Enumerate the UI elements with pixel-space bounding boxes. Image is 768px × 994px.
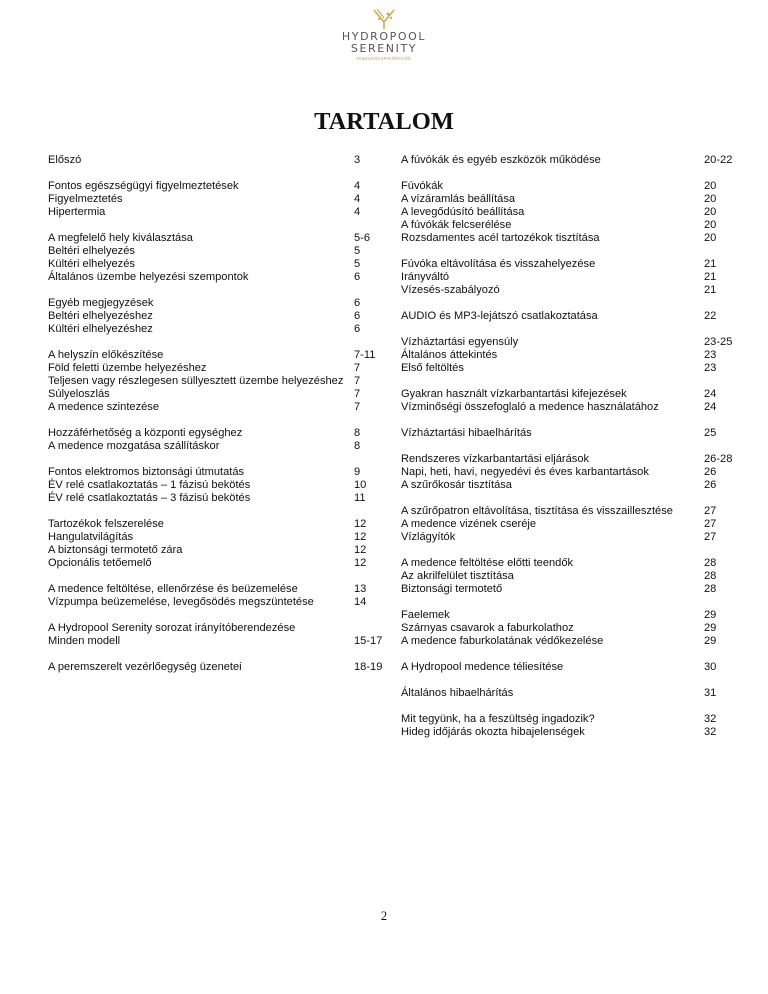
toc-entry-title: A szűrőkosár tisztítása [401,479,512,491]
toc-entry-page: 21 [704,271,717,283]
toc-group [401,427,738,440]
toc-entry-page: 20 [704,193,717,205]
toc-entry-title: Kültéri elhelyezés [48,258,135,270]
toc-entry-page: 29 [704,609,717,621]
toc-group-titles [401,661,704,674]
toc-entry-page: 14 [354,596,367,608]
toc-entry-title: Vízháztartási hibaelhárítás [401,427,532,439]
toc-entry-page: 24 [704,401,717,413]
toc-entry-title: AUDIO és MP3-lejátszó csatlakoztatása [401,310,598,322]
toc-entry-page: 29 [704,635,717,647]
toc-entry-title: Figyelmeztetés [48,193,123,205]
toc-entry-title: Vízpumpa beüzemelése, levegősödés megszüntetése [48,596,314,608]
toc-entry-page: 28 [704,557,717,569]
toc-group-pages [704,310,738,323]
toc-entry-page: 24 [704,388,717,400]
page-number: 2 [380,909,388,923]
toc-group [401,609,738,648]
toc-group [48,297,384,336]
toc-entry-page: 7 [354,388,361,400]
toc-entry-title: Általános áttekintés [401,349,498,361]
toc-group-pages [704,180,738,245]
toc-group-titles [48,466,352,505]
toc-entry-page: 31 [704,687,717,699]
toc-entry-title: Tartozékok felszerelése [48,518,164,530]
toc-entry-page: 27 [704,518,717,530]
toc-entry-page: 7 [354,401,361,413]
toc-entry-page: 5 [354,258,361,270]
toc-entry-page: 3 [354,154,361,166]
toc-entry-page: 20 [704,219,717,231]
toc-entry-page: 21 [704,258,717,270]
toc-entry-title: Föld feletti üzembe helyezéshez [48,362,207,374]
toc-entry-page: 23-25 [704,336,733,348]
toc-group-titles [48,154,352,167]
toc-entry-page: 5-6 [354,232,371,244]
toc-entry-title: A vízáramlás beállítása [401,193,516,205]
toc-group-titles [401,609,704,648]
toc-entry-page: 15-17 [354,635,383,647]
toc-entry-page: 22 [704,310,717,322]
toc-group-pages [704,154,738,167]
toc-entry-page: 6 [354,271,361,283]
brand-name-line2: SERENITY [350,42,418,55]
toc-entry-page: 5 [354,245,361,257]
toc-entry-page: 20 [704,206,717,218]
toc-entry-title: Biztonsági termotető [401,583,503,595]
toc-group-titles [401,180,704,245]
toc-entry-page: 30 [704,661,717,673]
toc-entry-title: Hozzáférhetőség a központi egységhez [48,427,243,439]
toc-entry-title: Beltéri elhelyezéshez [48,310,153,322]
toc-entry-title: Kültéri elhelyezéshez [48,323,153,335]
toc-group-pages [704,687,738,700]
toc-group-titles [401,258,704,297]
toc-group-titles [401,388,704,414]
toc-entry-page: 12 [354,518,367,530]
toc-group-pages [352,349,384,414]
toc-entry-page: 4 [354,193,361,205]
toc-entry-page: 23 [704,349,717,361]
toc-group-titles [401,310,704,323]
toc-group [401,180,738,245]
toc-entry-page: 20-22 [704,154,733,166]
toc-entry-title: Az akrilfelület tisztítása [401,570,514,582]
toc-group-titles [48,232,352,284]
toc-group-titles [48,661,352,674]
toc-entry-page: 7-11 [354,349,376,361]
toc-entry-page: 26 [704,479,717,491]
toc-entry-page: 6 [354,323,361,335]
toc-entry-page: 9 [354,466,361,478]
toc-group-titles [401,336,704,375]
toc-entry-page: 27 [704,505,717,517]
toc-entry-page: 10 [354,479,367,491]
toc-entry-title: Hideg időjárás okozta hibajelenségek [401,726,585,738]
toc-entry-title: A fúvókák és egyéb eszközök működése [401,154,601,166]
toc-entry-page: 6 [354,310,361,322]
toc-entry-title: Súlyeloszlás [48,388,110,400]
toc-group [401,388,738,414]
toc-entry-page: 20 [704,232,717,244]
toc-group-pages [704,453,738,492]
toc-group [401,258,738,297]
toc-group-titles [48,427,352,453]
toc-entry-title: A medence faburkolatának védőkezelése [401,635,604,647]
toc-entry-page: 12 [354,531,367,543]
toc-entry-title: A fúvókák felcserélése [401,219,512,231]
toc-group-titles [48,297,352,336]
toc-entry-title: Opcionális tetőemelő [48,557,152,569]
toc-entry-page: 12 [354,557,367,569]
toc-entry-title: Első feltöltés [401,362,464,374]
toc-group-pages [704,258,738,297]
toc-entry-page [354,622,384,635]
brand-name-line1: HYDROPOOL [341,30,427,43]
toc-entry-title: Vízesés-szabályozó [401,284,500,296]
toc-group [48,349,384,414]
toc-entry-page: 29 [704,622,717,634]
toc-entry-title: Előszó [48,154,82,166]
toc-group-pages [704,505,738,544]
toc-entry-title: Általános hibaelhárítás [401,687,514,699]
toc-group-titles [401,505,704,544]
toc-right-column [401,154,738,752]
toc-entry-title: Általános üzembe helyezési szempontok [48,271,249,283]
toc-entry-page: 32 [704,726,717,738]
toc-entry-page: 28 [704,583,717,595]
toc-group [48,232,384,284]
toc-group-pages [352,232,384,284]
toc-entry-page: 7 [354,375,361,387]
toc-group [401,336,738,375]
toc-entry-title: A biztonsági termotető zára [48,544,183,556]
toc-group-pages [352,518,384,570]
toc-group [48,583,384,609]
hydropool-logo-icon [371,8,397,30]
toc-group-pages [352,466,384,505]
brand-tagline: masszázsmedencék [356,56,412,62]
toc-entry-title: Minden modell [48,635,121,647]
toc-entry-title: ÉV relé csatlakoztatás – 3 fázisú bekötés [48,492,251,504]
toc-group [48,622,384,648]
toc-group-pages [352,583,384,609]
toc-group [401,713,738,739]
toc-entry-page: 7 [354,362,361,374]
toc-group-titles [401,687,704,700]
toc-entry-title: A helyszín előkészítése [48,349,164,361]
toc-group-pages [704,427,738,440]
toc-entry-title: Mit tegyünk, ha a feszültség ingadozik? [401,713,595,725]
toc-group [401,687,738,700]
toc-entry-title: A medence feltöltése, ellenőrzése és beüzemelése [48,583,298,595]
toc-entry-page: 18-19 [354,661,383,673]
toc-entry-title: Faelemek [401,609,450,621]
toc-entry-title: A szűrőpatron eltávolítása, tisztítása és visszaillesztése [401,505,673,517]
toc-group [401,154,738,167]
toc-entry-title: A medence mozgatása szállításkor [48,440,220,452]
page-title: TARTALOM [314,108,454,135]
toc-entry-title: Egyéb megjegyzések [48,297,154,309]
toc-entry-page: 28 [704,570,717,582]
toc-group-pages [704,388,738,414]
toc-entry-page: 26 [704,466,717,478]
toc-entry-page: 13 [354,583,367,595]
toc-entry-title: Teljesen vagy részlegesen süllyesztett üzembe helyezéshez [48,375,344,387]
toc-entry-page: 26-28 [704,453,733,465]
toc-group-pages [352,427,384,453]
toc-entry-page: 21 [704,284,717,296]
toc-group-titles [401,154,704,167]
toc-entry-page: 25 [704,427,717,439]
toc-group-pages [352,622,384,648]
toc-entry-page: 32 [704,713,717,725]
toc-group [48,180,384,219]
toc-entry-title: Szárnyas csavarok a faburkolathoz [401,622,574,634]
toc-entry-title: Hangulatvilágítás [48,531,134,543]
toc-entry-page: 23 [704,362,717,374]
toc-entry-page: 20 [704,180,717,192]
toc-group-titles [48,518,352,570]
toc-group-pages [352,154,384,167]
toc-entry-title: Rozsdamentes acél tartozékok tisztítása [401,232,600,244]
toc-entry-title: Gyakran használt vízkarbantartási kifejezések [401,388,627,400]
toc-entry-title: A peremszerelt vezérlőegység üzenetei [48,661,242,673]
toc-entry-title: Vízminőségi összefoglaló a medence használatához [401,401,659,413]
toc-group-pages [704,609,738,648]
toc-entry-page: 8 [354,440,361,452]
toc-entry-title: Fontos egészségügyi figyelmeztetések [48,180,239,192]
toc-entry-title: Fúvókák [401,180,443,192]
toc-group [401,661,738,674]
toc-entry-title: Vízlágyítók [401,531,456,543]
toc-group-titles [401,453,704,492]
toc-group [48,518,384,570]
toc-group-titles [48,180,352,219]
toc-entry-page: 12 [354,544,367,556]
toc-entry-title: Beltéri elhelyezés [48,245,135,257]
toc-group [48,427,384,453]
toc-entry-page: 27 [704,531,717,543]
toc-group [48,466,384,505]
toc-group-titles [48,349,352,414]
toc-group-titles [401,427,704,440]
toc-group-titles [401,557,704,596]
toc-group-titles [48,583,352,609]
toc-group [48,154,384,167]
toc-entry-title: A Hydropool Serenity sorozat irányítóberendezése [48,622,296,634]
toc-group-titles [48,622,352,648]
toc-entry-title: Fontos elektromos biztonsági útmutatás [48,466,245,478]
toc-entry-title: Hipertermia [48,206,106,218]
toc-entry-title: A medence vizének cseréje [401,518,537,530]
toc-entry-page: 4 [354,180,361,192]
toc-entry-page: 4 [354,206,361,218]
toc-entry-title: A medence feltöltése előtti teendők [401,557,574,569]
toc-entry-page: 8 [354,427,361,439]
toc-entry-page: 11 [354,492,366,504]
toc-entry-title: A medence szintezése [48,401,160,413]
toc-entry-title: A Hydropool medence téliesítése [401,661,564,673]
toc-group-pages [704,661,738,674]
toc-group-pages [704,713,738,739]
toc-entry-title: A megfelelő hely kiválasztása [48,232,193,244]
toc-group-pages [352,661,384,674]
toc-group-titles [401,713,704,739]
toc-group [401,310,738,323]
toc-group-pages [704,336,738,375]
toc-group [401,453,738,492]
toc-entry-title: Vízháztartási egyensúly [401,336,519,348]
toc-group [401,505,738,544]
toc-group [48,661,384,674]
toc-entry-title: ÉV relé csatlakoztatás – 1 fázisú bekötés [48,479,251,491]
toc-left-column [48,154,384,687]
toc-group-pages [352,180,384,219]
toc-entry-title: A levegődúsító beállítása [401,206,525,218]
toc-group-pages [704,557,738,596]
toc-group-pages [352,297,384,336]
toc-group [401,557,738,596]
toc-entry-title: Rendszeres vízkarbantartási eljárások [401,453,590,465]
toc-entry-page: 6 [354,297,361,309]
toc-entry-title: Fúvóka eltávolítása és visszahelyezése [401,258,596,270]
toc-entry-title: Irányváltó [401,271,450,283]
toc-entry-title: Napi, heti, havi, negyedévi és éves karbantartások [401,466,649,478]
brand-logo [0,8,768,62]
